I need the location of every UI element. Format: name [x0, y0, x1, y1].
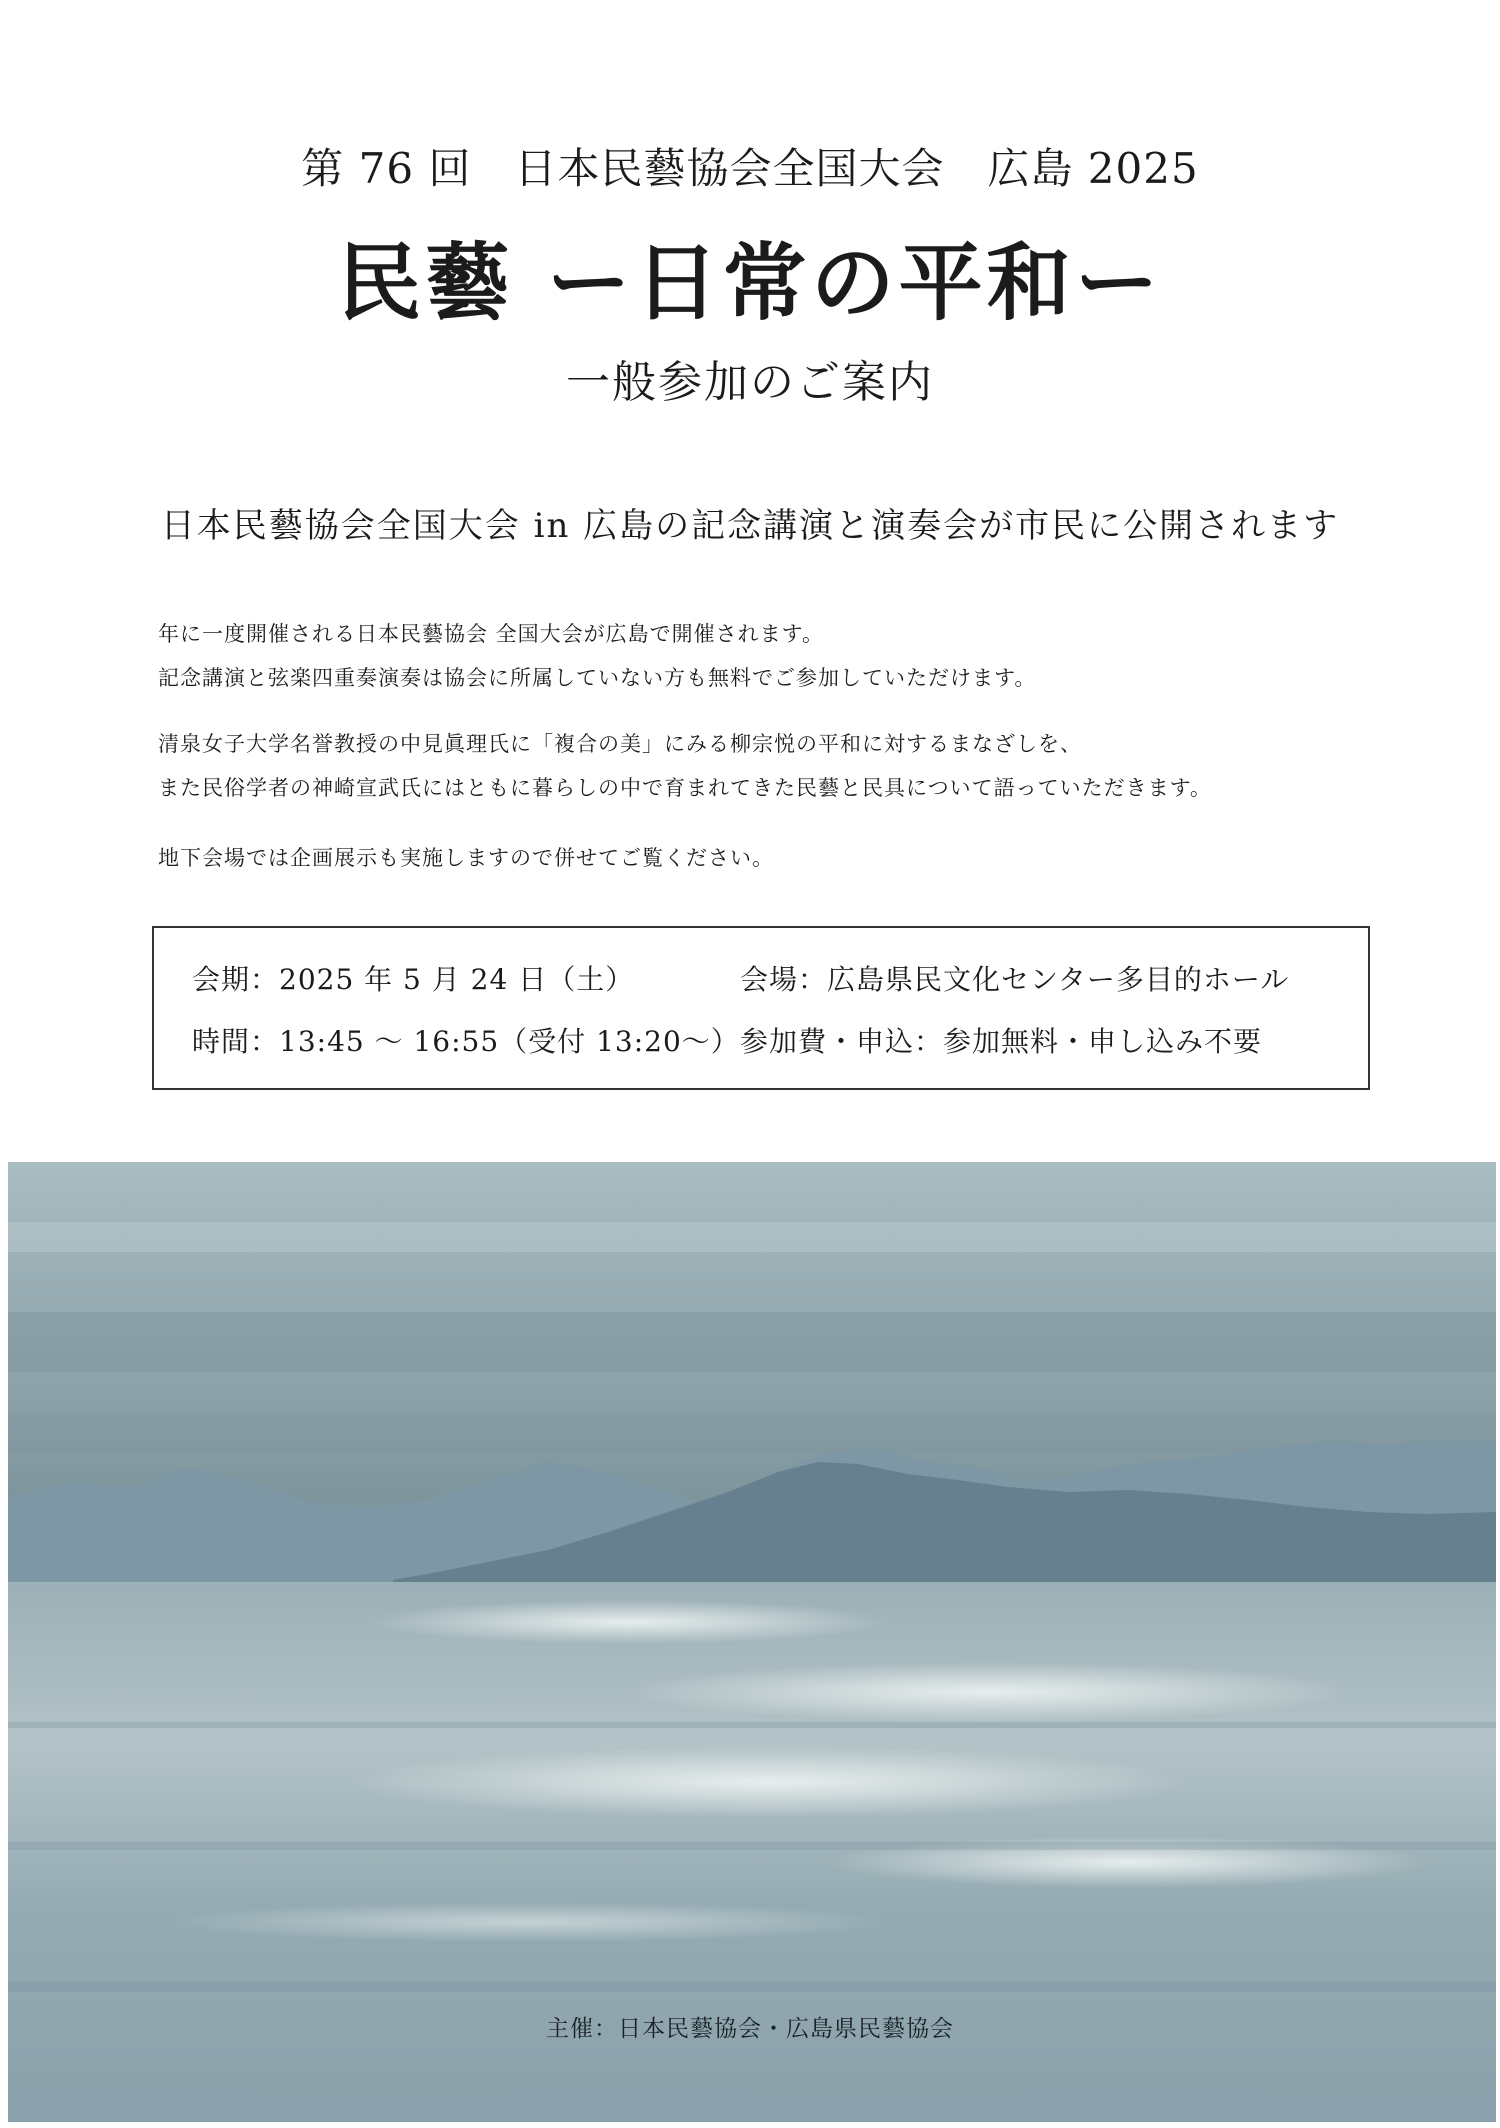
paragraph-line: 記念講演と弦楽四重奏演奏は協会に所属していない方も無料でご参加していただけます。	[158, 666, 1037, 690]
seascape-illustration	[8, 1162, 1496, 2122]
paragraph-intro	[158, 612, 1398, 700]
organizer-credit: 主催：日本民藝協会・広島県民藝協会	[546, 2016, 954, 2042]
lead-text: 日本民藝協会全国大会 in 広島の記念講演と演奏会が市民に公開されます	[160, 506, 1340, 546]
paragraph-line: 清泉女子大学名誉教授の中見眞理氏に「複合の美」にみる柳宗悦の平和に対するまなざしを、	[158, 732, 1082, 756]
main-title: 民藝 ー日常の平和ー	[337, 233, 1163, 332]
event-date: 会期：2025 年 5 月 24 日（土）	[192, 963, 635, 996]
event-header: 第 76 回 日本民藝協会全国大会 広島 2025	[301, 144, 1199, 193]
event-info-box	[152, 926, 1370, 1090]
paragraph-speakers	[158, 722, 1398, 810]
subtitle: 一般参加のご案内	[566, 357, 934, 408]
paragraph-line: また民俗学者の神崎宣武氏にはともに暮らしの中で育まれてきた民藝と民具について語っていただきます。	[158, 776, 1212, 800]
event-time: 時間：13:45 〜 16:55（受付 13:20〜）	[192, 1025, 740, 1058]
event-fee: 参加費・申込：参加無料・申し込み不要	[740, 1025, 1263, 1058]
paragraph-line: 地下会場では企画展示も実施しますので併せてご覧ください。	[158, 846, 774, 870]
paragraph-exhibition	[158, 836, 1398, 880]
event-venue: 会場：広島県民文化センター多目的ホール	[740, 963, 1290, 996]
seascape-photo	[8, 1162, 1496, 2122]
paragraph-line: 年に一度開催される日本民藝協会 全国大会が広島で開催されます。	[158, 622, 824, 646]
